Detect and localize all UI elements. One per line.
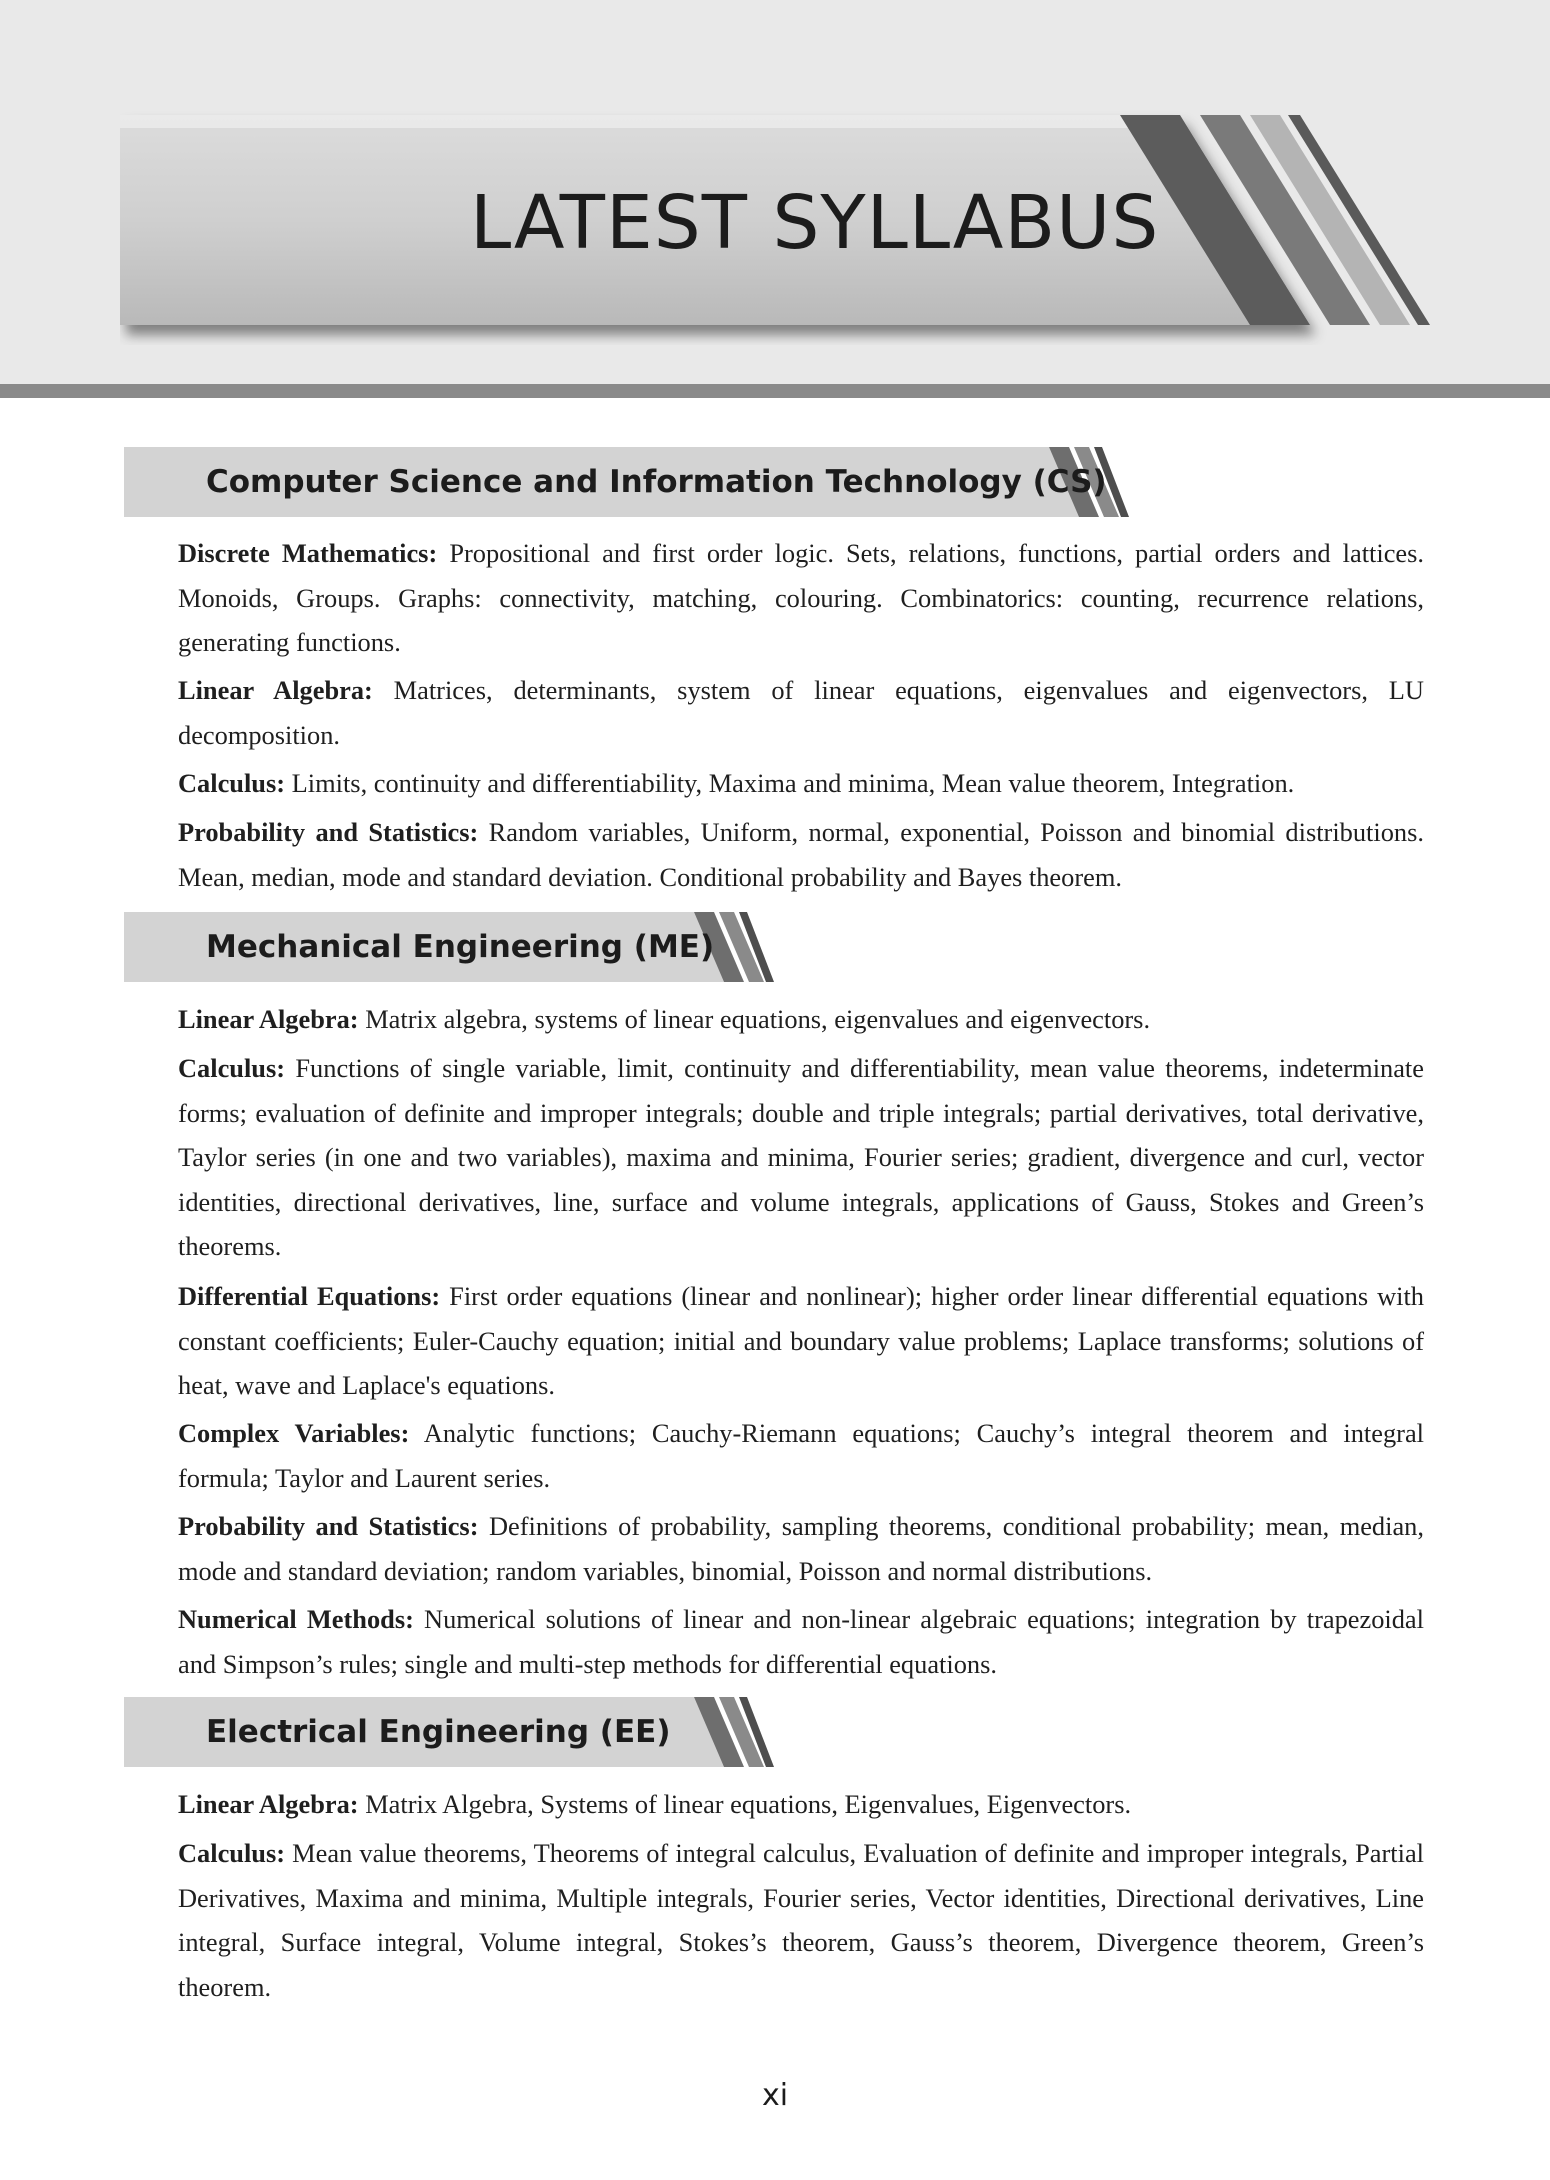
entry-heading: Probability and Statistics: (178, 817, 479, 847)
syllabus-entry (178, 668, 1424, 757)
entry-heading: Linear Algebra: (178, 1789, 359, 1819)
entry-text: Numerical solutions of linear and non-linear algebraic equations; integration by trapezoidal and Simpson’s rules; single and multi-step methods for differential equations. (178, 1604, 1424, 1679)
entry-text: Mean value theorems, Theorems of integral calculus, Evaluation of definite and improper integrals, Partial Derivatives, Maxima and minima, Multiple integrals, Fourier series, Vector identities, Directional derivatives, Line integral, Surface integral, Volume integral, Stokes’s theorem, Gauss’s theorem, Divergence theorem, Green’s theorem. (178, 1838, 1424, 2002)
entry-text: Analytic functions; Cauchy-Riemann equations; Cauchy’s integral theorem and integral formula; Taylor and Laurent series. (178, 1418, 1424, 1493)
entry-heading: Discrete Mathematics: (178, 538, 438, 568)
entry-heading: Linear Algebra: (178, 675, 373, 705)
entry-heading: Complex Variables: (178, 1418, 410, 1448)
page-number: xi (761, 2078, 789, 2113)
syllabus-entry (178, 1046, 1424, 1269)
entry-text: Limits, continuity and differentiability, Maxima and minima, Mean value theorem, Integration. (291, 768, 1295, 798)
syllabus-entry (178, 761, 1424, 806)
section-title: Electrical Engineering (EE) (206, 1714, 671, 1750)
section-title: Mechanical Engineering (ME) (206, 929, 715, 965)
title-banner (120, 110, 1430, 345)
entry-heading: Calculus: (178, 1053, 286, 1083)
section-header-ee (124, 1697, 774, 1767)
entry-text: First order equations (linear and nonlinear); higher order linear differential equations with constant coefficients; Euler-Cauchy equation; initial and boundary value problems; Laplace transforms; solutions of heat, wave and Laplace's equations. (178, 1281, 1424, 1400)
syllabus-entry (178, 1411, 1424, 1500)
section-header-me (124, 912, 774, 982)
syllabus-entry (178, 997, 1424, 1042)
entry-text: Propositional and first order logic. Sets, relations, functions, partial orders and lattices. Monoids, Groups. Graphs: connectivity, matching, colouring. Combinatorics: counting, recurrence relations, generating functions. (178, 538, 1425, 657)
entry-heading: Differential Equations: (178, 1281, 441, 1311)
entry-heading: Linear Algebra: (178, 1004, 359, 1034)
entry-text: Random variables, Uniform, normal, exponential, Poisson and binomial distributions. Mean, median, mode and standard deviation. Conditional probability and Bayes theorem. (178, 817, 1424, 892)
entry-heading: Probability and Statistics: (178, 1511, 479, 1541)
syllabus-entry (178, 1831, 1424, 2009)
section-title: Computer Science and Information Technology (CS) (206, 464, 1107, 500)
entry-heading: Numerical Methods: (178, 1604, 414, 1634)
entry-text: Matrices, determinants, system of linear equations, eigenvalues and eigenvectors, LU decomposition. (178, 675, 1424, 750)
syllabus-entry (178, 1597, 1424, 1686)
syllabus-entry (178, 1274, 1424, 1408)
entry-heading: Calculus: (178, 768, 286, 798)
syllabus-entry (178, 1504, 1424, 1593)
entry-text: Matrix algebra, systems of linear equations, eigenvalues and eigenvectors. (365, 1004, 1151, 1034)
header-rule (0, 384, 1550, 398)
entry-heading: Calculus: (178, 1838, 286, 1868)
section-header-cs (124, 447, 1129, 517)
syllabus-entry (178, 1782, 1424, 1827)
entry-text: Matrix Algebra, Systems of linear equations, Eigenvalues, Eigenvectors. (365, 1789, 1132, 1819)
entry-text: Functions of single variable, limit, continuity and differentiability, mean value theorems, indeterminate forms; evaluation of definite and improper integrals; double and triple integrals; partial derivatives, total derivative, Taylor series (in one and two variables), maxima and minima, Fourier series; gradient, divergence and curl, vector identities, directional derivatives, line, surface and volume integrals, applications of Gauss, Stokes and Green’s theorems. (178, 1053, 1424, 1261)
syllabus-entry (178, 810, 1424, 899)
syllabus-entry (178, 531, 1424, 665)
page-title: LATEST SYLLABUS (470, 180, 1160, 266)
entry-text: Definitions of probability, sampling theorems, conditional probability; mean, median, mode and standard deviation; random variables, binomial, Poisson and normal distributions. (178, 1511, 1424, 1586)
